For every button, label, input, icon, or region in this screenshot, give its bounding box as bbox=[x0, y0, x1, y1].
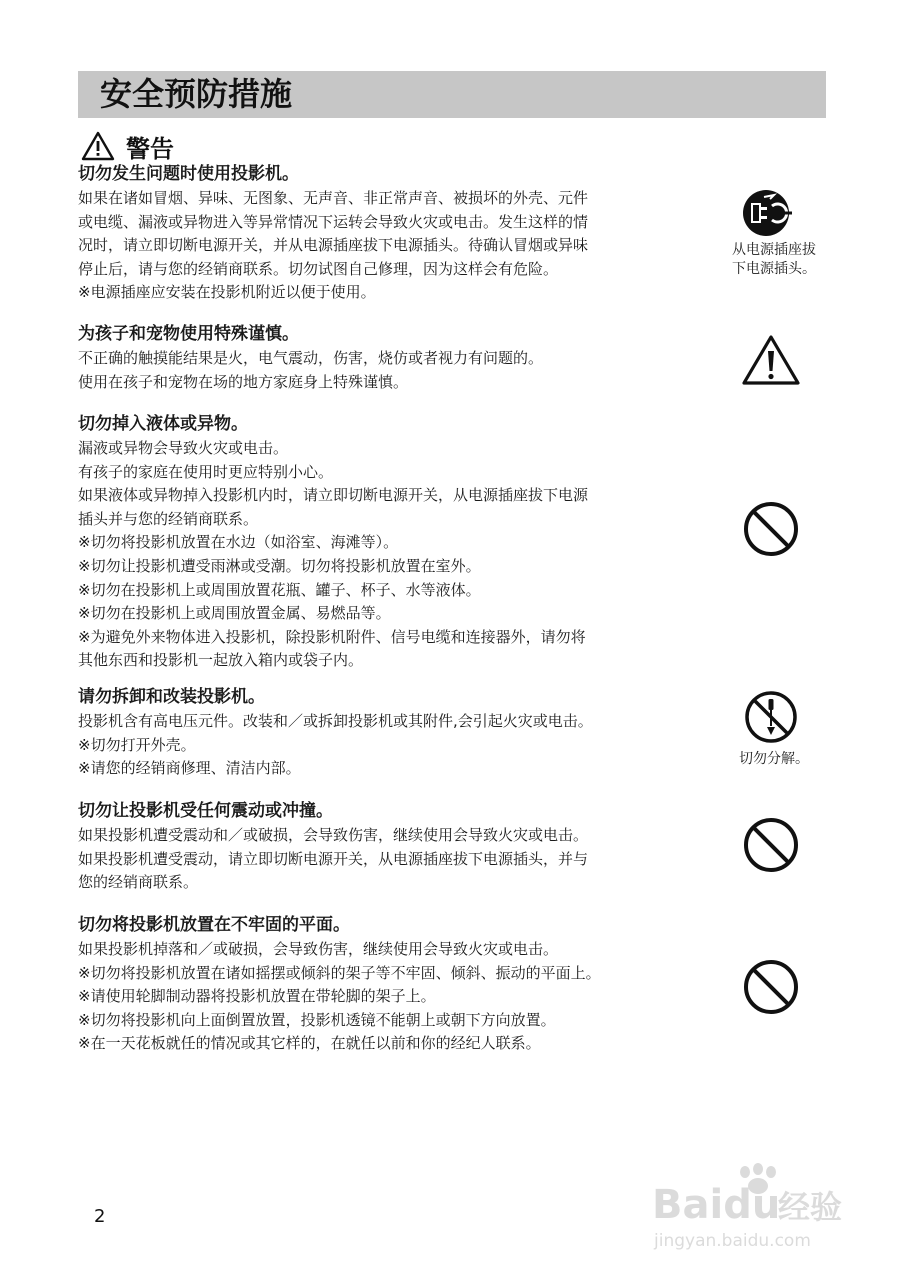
unplug-caption bbox=[722, 241, 826, 279]
caption-line: 下电源插头。 bbox=[732, 261, 816, 277]
section-line: ※为避免外来物体进入投影机，除投影机附件、信号电缆和连接器外，请勿将 bbox=[78, 627, 586, 646]
section-line: 况时，请立即切断电源开关，并从电源插座拔下电源插头。待确认冒烟或异味 bbox=[78, 236, 589, 255]
section-line: ※切勿将投影机放置在诸如摇摆或倾斜的架子等不牢固、倾斜、振动的平面上。 bbox=[78, 963, 601, 982]
section-line: 您的经销商联系。 bbox=[78, 873, 199, 892]
baidu-watermark bbox=[650, 1160, 870, 1255]
watermark-url: jingyan.baidu.com bbox=[654, 1231, 811, 1251]
prohibited-icon bbox=[742, 500, 800, 558]
warning-label: 警告 bbox=[126, 134, 174, 163]
section-line: ※请您的经销商修理、清洁内部。 bbox=[78, 759, 301, 778]
page-title: 安全预防措施 bbox=[78, 71, 826, 118]
section-line: 如果投影机遭受震动，请立即切断电源开关，从电源插座拔下电源插头，并与 bbox=[78, 849, 589, 868]
section-line: 插头并与您的经销商联系。 bbox=[78, 509, 259, 528]
unplug-icon bbox=[740, 188, 800, 238]
section-line: ※切勿将投影机向上面倒置放置，投影机透镜不能朝上或朝下方向放置。 bbox=[78, 1010, 556, 1029]
section-line: ※切勿将投影机放置在水边（如浴室、海滩等）。 bbox=[78, 533, 399, 552]
section-line: 如果投影机遭受震动和／或破损，会导致伤害，继续使用会导致火灾或电击。 bbox=[78, 826, 589, 844]
section-line: 使用在孩子和宠物在场的地方家庭身上特殊谨慎。 bbox=[78, 372, 409, 391]
no-disassembly-icon bbox=[743, 689, 799, 745]
section-title: 切勿让投影机受任何震动或冲撞。 bbox=[78, 801, 333, 821]
section-line: 停止后，请与您的经销商联系。切勿试图自己修理，因为这样会有危险。 bbox=[78, 259, 559, 278]
section-disassembly bbox=[78, 686, 728, 781]
section-line: 不正确的触摸能结果是火，电气震动，伤害，烧仿或者视力有问题的。 bbox=[78, 349, 544, 367]
section-unstable-surface bbox=[78, 914, 728, 1056]
section-title: 请勿拆卸和改装投影机。 bbox=[78, 687, 265, 707]
watermark-brand-cn: 经验 bbox=[778, 1188, 843, 1226]
no-disassembly-caption: 切勿分解。 bbox=[739, 751, 809, 767]
section-line: ※在一天花板就任的情况或其它样的，在就任以前和你的经纪人联系。 bbox=[78, 1034, 541, 1053]
section-line: 其他东西和投影机一起放入箱内或袋子内。 bbox=[78, 651, 364, 670]
page-number: 2 bbox=[94, 1206, 106, 1227]
warning-triangle-icon bbox=[80, 130, 116, 162]
section-line: ※切勿打开外壳。 bbox=[78, 735, 196, 754]
section-line: 漏液或异物会导致火灾或电击。 bbox=[78, 439, 289, 457]
section-line: 有孩子的家庭在使用时更应特别小心。 bbox=[78, 462, 334, 481]
section-malfunction bbox=[78, 163, 728, 305]
section-title: 为孩子和宠物使用特殊谨慎。 bbox=[78, 324, 299, 344]
prohibited-icon bbox=[742, 816, 800, 874]
section-line: ※切勿在投影机上或周围放置花瓶、罐子、杯子、水等液体。 bbox=[78, 580, 481, 599]
section-title: 切勿掉入液体或异物。 bbox=[78, 414, 248, 434]
section-line: 如果投影机掉落和／或破损，会导致伤害，继续使用会导致火灾或电击。 bbox=[78, 940, 559, 958]
section-line: ※请使用轮脚制动器将投影机放置在带轮脚的架子上。 bbox=[78, 987, 436, 1006]
section-impact bbox=[78, 800, 728, 895]
section-line: 如果液体或异物掉入投影机内时，请立即切断电源开关，从电源插座拔下电源 bbox=[78, 486, 589, 505]
section-title: 切勿发生问题时使用投影机。 bbox=[78, 164, 299, 184]
prohibited-icon bbox=[742, 958, 800, 1016]
section-line: ※电源插座应安装在投影机附近以便于使用。 bbox=[78, 283, 376, 302]
section-line: ※切勿让投影机遭受雨淋或受潮。切勿将投影机放置在室外。 bbox=[78, 556, 481, 575]
section-liquids bbox=[78, 413, 728, 673]
warning-heading bbox=[80, 128, 174, 164]
section-line: 投影机含有高电压元件。改装和／或拆卸投影机或其附件,会引起火灾或电击。 bbox=[78, 712, 593, 730]
section-line: ※切勿在投影机上或周围放置金属、易燃品等。 bbox=[78, 604, 391, 623]
caption-line: 从电源插座拔 bbox=[732, 242, 816, 258]
watermark-brand: Baidu bbox=[652, 1182, 781, 1228]
section-line: 或电缆、漏液或异物进入等异常情况下运转会导致火灾或电击。发生这样的情 bbox=[78, 212, 589, 231]
caution-triangle-icon bbox=[740, 333, 802, 387]
section-children-pets bbox=[78, 323, 728, 394]
section-line: 如果在诸如冒烟、异味、无图象、无声音、非正常声音、被损坏的外壳、元件 bbox=[78, 189, 589, 207]
section-title: 切勿将投影机放置在不牢固的平面。 bbox=[78, 915, 350, 935]
